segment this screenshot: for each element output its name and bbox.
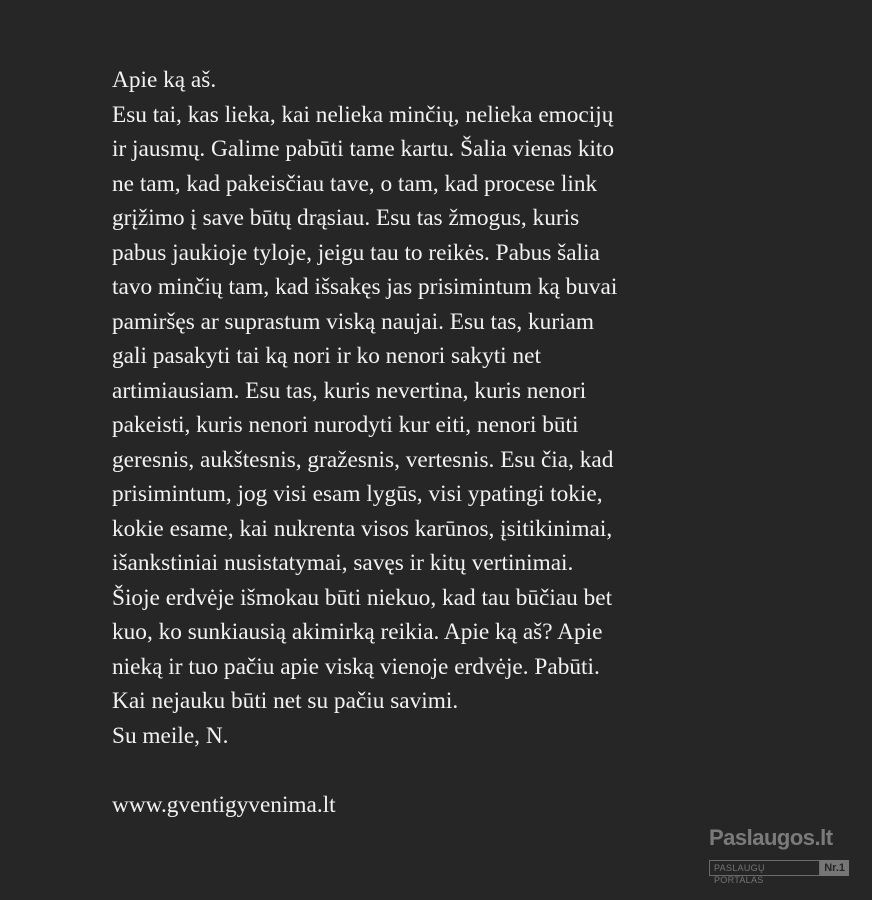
text-line: Šioje erdvėje išmokau būti niekuo, kad tau būčiau bet [112,584,613,611]
text-line: kuo, ko sunkiausią akimirką reikia. Apie ką aš? Apie [112,619,603,645]
text-line: tavo minčių tam, kad išsakęs jas prisimintum ką buvai [112,274,618,300]
text-line: Kai nejauku būti net su pačiu savimi. [112,688,459,714]
website-link[interactable]: www.gventigyvenima.lt [112,792,336,818]
text-line: geresnis, aukštesnis, gražesnis, vertesnis. Esu čia, kad [112,446,614,473]
text-line: gali pasakyti tai ką nori ir ko nenori sakyti net [112,343,541,369]
text-line: nieką ir tuo pačiu apie viską vienoje erdvėje. Pabūti. [112,653,600,680]
spacer [112,753,812,788]
text-line: pabus jaukioje tyloje, jeigu tau to reikės. Pabus šalia [112,239,600,266]
text-line: prisimintum, jog visi esam lygūs, visi ypatingi tokie, [112,481,603,507]
text-line: artimiausiam. Esu tas, kuris nevertina, kuris nenori [112,377,587,404]
watermark-tagline: PASLAUGŲ PORTALAS [709,860,820,876]
text-line: ir jausmų. Galime pabūti tame kartu. Šalia vienas kito [112,136,615,162]
text-line: ne tam, kad pakeisčiau tave, o tam, kad procese link [112,170,598,197]
article-text [112,63,812,823]
text-line: Esu tai, kas lieka, kai nelieka minčių, nelieka emocijų [112,101,614,128]
watermark-logo [707,825,849,885]
watermark-rank: Nr.1 [820,860,849,876]
watermark-brand: Paslaugos.lt [709,825,833,850]
signature: Su meile, N. [112,722,229,749]
text-line: kokie esame, kai nukrenta visos karūnos, įsitikinimai, [112,515,613,542]
text-line: išankstiniai nusistatymai, savęs ir kitų vertinimai. [112,550,574,576]
text-line: Apie ką aš. [112,67,217,93]
text-line: grįžimo į save būtų drąsiau. Esu tas žmogus, kuris [112,205,580,231]
watermark-subline [709,860,849,885]
text-line: pakeisti, kuris nenori nurodyti kur eiti, nenori būti [112,412,579,438]
text-line: pamiršęs ar suprastum viską naujai. Esu tas, kuriam [112,308,595,335]
